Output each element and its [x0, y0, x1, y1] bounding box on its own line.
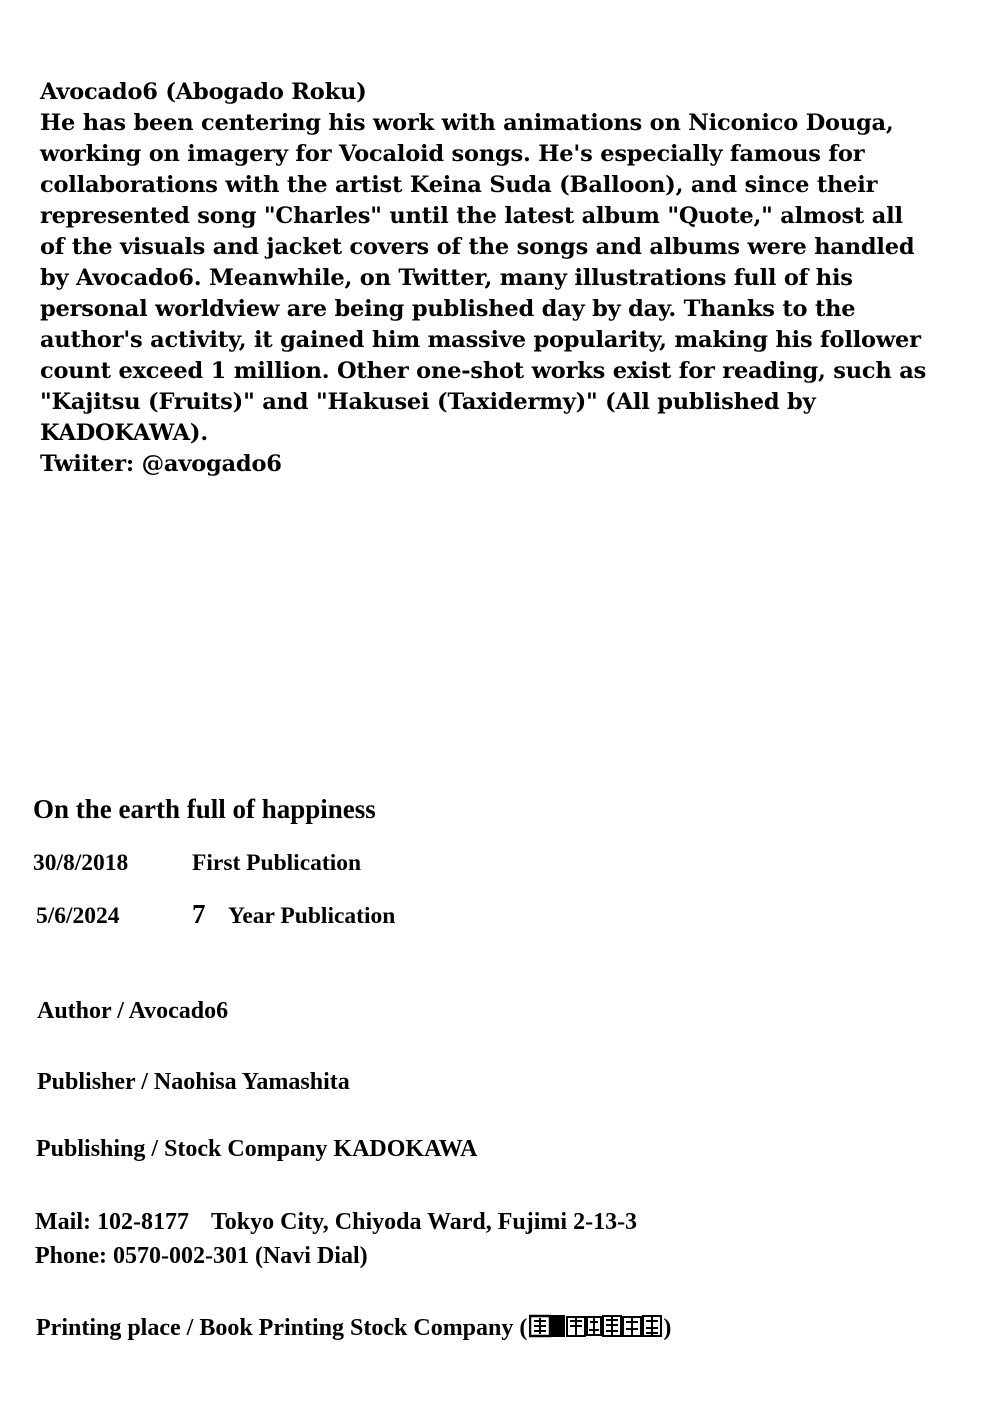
redacted-text-stamp-icon: [529, 1314, 663, 1338]
bio-line: KADOKAWA).: [40, 420, 208, 446]
publishing-company-credit: Publishing / Stock Company KADOKAWA: [36, 1136, 478, 1162]
bio-heading: Avocado6 (Abogado Roku): [40, 79, 367, 105]
bio-line: count exceed 1 million. Other one-shot works exist for reading, such as: [40, 358, 927, 384]
twitter-handle: Twiiter: @avogado6: [40, 451, 282, 477]
bio-line: of the visuals and jacket covers of the songs and albums were handled: [40, 234, 915, 260]
printing-close-paren: ): [663, 1315, 672, 1341]
printing-credit: [36, 1314, 671, 1342]
phone-number: Phone: 0570-002-301 (Navi Dial): [35, 1243, 368, 1269]
bio-line: "Kajitsu (Fruits)" and "Hakusei (Taxidermy)" (All published by: [40, 389, 816, 415]
publisher-credit: Publisher / Naohisa Yamashita: [37, 1069, 350, 1095]
latest-publication-label: Year Publication: [228, 903, 396, 929]
mail-postal-code: Mail: 102-8177: [35, 1209, 189, 1235]
latest-publication-date: 5/6/2024: [36, 903, 120, 929]
author-credit: Author / Avocado6: [37, 998, 229, 1024]
bio-line: He has been centering his work with animations on Niconico Douga,: [40, 110, 894, 136]
bio-line: author's activity, it gained him massive popularity, making his follower: [40, 327, 921, 353]
bio-line: by Avocado6. Meanwhile, on Twitter, many illustrations full of his: [40, 265, 853, 291]
bio-line: working on imagery for Vocaloid songs. He's especially famous for: [40, 141, 865, 167]
first-publication-label: First Publication: [192, 850, 362, 876]
printing-label: Printing place / Book Printing Stock Company (: [36, 1315, 528, 1341]
mail-address: [35, 1209, 637, 1236]
latest-publication-edition: 7: [192, 899, 206, 929]
bio-line: collaborations with the artist Keina Suda (Balloon), and since their: [40, 172, 878, 198]
bio-line: represented song "Charles" until the latest album "Quote," almost all: [40, 203, 903, 229]
first-publication-date: 30/8/2018: [33, 850, 129, 876]
book-title: On the earth full of happiness: [33, 794, 376, 824]
mail-street-address: Tokyo City, Chiyoda Ward, Fujimi 2-13-3: [210, 1209, 638, 1235]
bio-line: personal worldview are being published day by day. Thanks to the: [40, 296, 856, 322]
